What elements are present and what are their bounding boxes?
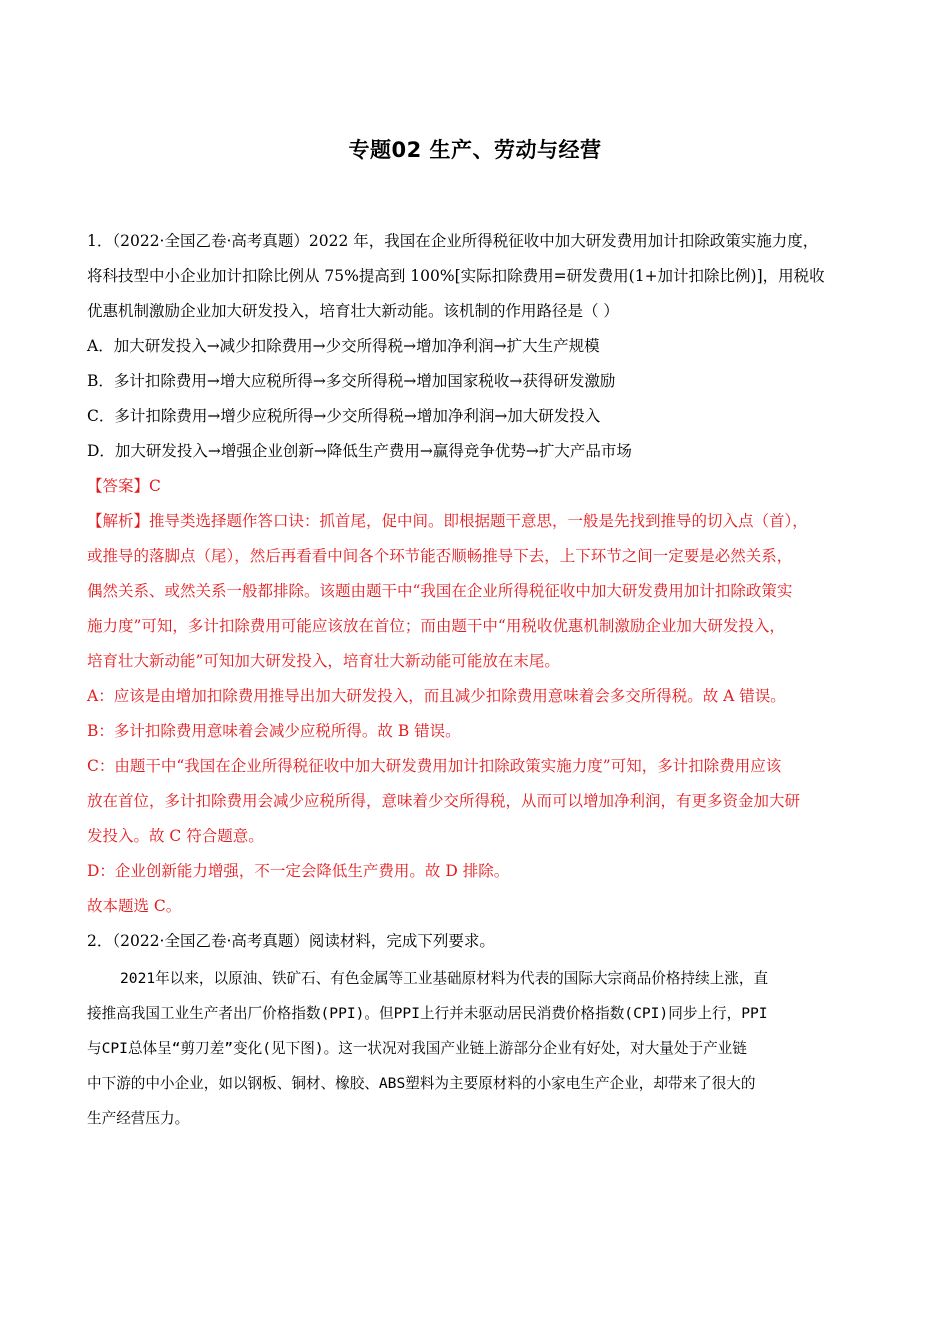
- material-line: 接推高我国工业生产者出厂价格指数(PPI)。但PPI上行并未驱动居民消费价格指数(CPI)同步上行，PPI: [87, 1005, 768, 1022]
- option-c: C．多计扣除费用→增少应税所得→少交所得税→增加净利润→加大研发投入: [87, 407, 601, 425]
- answer-line: 【答案】C: [87, 477, 161, 495]
- analysis-line: 培育壮大新动能”可知加大研发投入，培育壮大新动能可能放在末尾。: [87, 652, 560, 670]
- option-b: B．多计扣除费用→增大应税所得→多交所得税→增加国家税收→获得研发激励: [87, 372, 616, 390]
- material-line: 生产经营压力。: [87, 1110, 190, 1127]
- page-title: 专题02 生产、劳动与经营: [348, 138, 602, 162]
- material-line: 与CPI总体呈“剪刀差”变化(见下图)。这一状况对我国产业链上游部分企业有好处，对大量处于产业链: [87, 1040, 747, 1057]
- analysis-line: B：多计扣除费用意味着会减少应税所得。故 B 错误。: [87, 722, 461, 740]
- question-2: [87, 924, 865, 1136]
- material-line: 2021年以来，以原油、铁矿石、有色金属等工业基础原材料为代表的国际大宗商品价格持续上涨，直: [120, 970, 769, 987]
- analysis-line: 施力度”可知，多计扣除费用可能应该放在首位；而由题干中“用税收优惠机制激励企业加大研发投入，: [87, 617, 785, 635]
- material-line: 中下游的中小企业，如以钢板、铜材、橡胶、ABS塑料为主要原材料的小家电生产企业，却带来了很大的: [87, 1075, 756, 1092]
- document-body: [87, 224, 865, 1136]
- analysis-line: 放在首位，多计扣除费用会减少应税所得，意味着少交所得税，从而可以增加净利润，有更多资金加大研: [87, 792, 801, 810]
- analysis-line: C：由题干中“我国在企业所得税征收中加大研发费用加计扣除政策实施力度”可知，多计扣除费用应该: [87, 757, 782, 775]
- question-1-stem-line: 优惠机制激励企业加大研发投入，培育壮大新动能。该机制的作用路径是（ ）: [87, 302, 619, 320]
- question-1: [87, 224, 865, 924]
- material-passage: [87, 961, 865, 1136]
- option-a: A．加大研发投入→减少扣除费用→少交所得税→增加净利润→扩大生产规模: [87, 337, 600, 355]
- question-1-stem-line: 1．（2022·全国乙卷·高考真题）2022 年，我国在企业所得税征收中加大研发费用加计扣除政策实施力度，: [87, 232, 819, 250]
- analysis-line: 或推导的落脚点（尾），然后再看看中间各个环节能否顺畅推导下去，上下环节之间一定要是必然关系，: [87, 547, 793, 565]
- analysis-line: D：企业创新能力增强，不一定会降低生产费用。故 D 排除。: [87, 862, 510, 880]
- option-d: D．加大研发投入→增强企业创新→降低生产费用→赢得竞争优势→扩大产品市场: [87, 442, 632, 460]
- analysis-line: 【解析】推导类选择题作答口诀：抓首尾，促中间。即根据题干意思，一般是先找到推导的切入点（首），: [87, 512, 808, 530]
- conclusion-line: 故本题选 C。: [87, 897, 182, 915]
- analysis-line: A：应该是由增加扣除费用推导出加大研发投入，而且减少扣除费用意味着会多交所得税。故 A 错误。: [87, 687, 786, 705]
- analysis-line: 发投入。故 C 符合题意。: [87, 827, 264, 845]
- question-1-stem-line: 将科技型中小企业加计扣除比例从 75%提高到 100%[实际扣除费用=研发费用(1+加计扣除比例)]，用税收: [87, 267, 825, 285]
- question-2-header: 2．（2022·全国乙卷·高考真题）阅读材料，完成下列要求。: [87, 932, 495, 950]
- analysis-line: 偶然关系、或然关系一般都排除。该题由题干中“我国在企业所得税征收中加大研发费用加计扣除政策实: [87, 582, 793, 600]
